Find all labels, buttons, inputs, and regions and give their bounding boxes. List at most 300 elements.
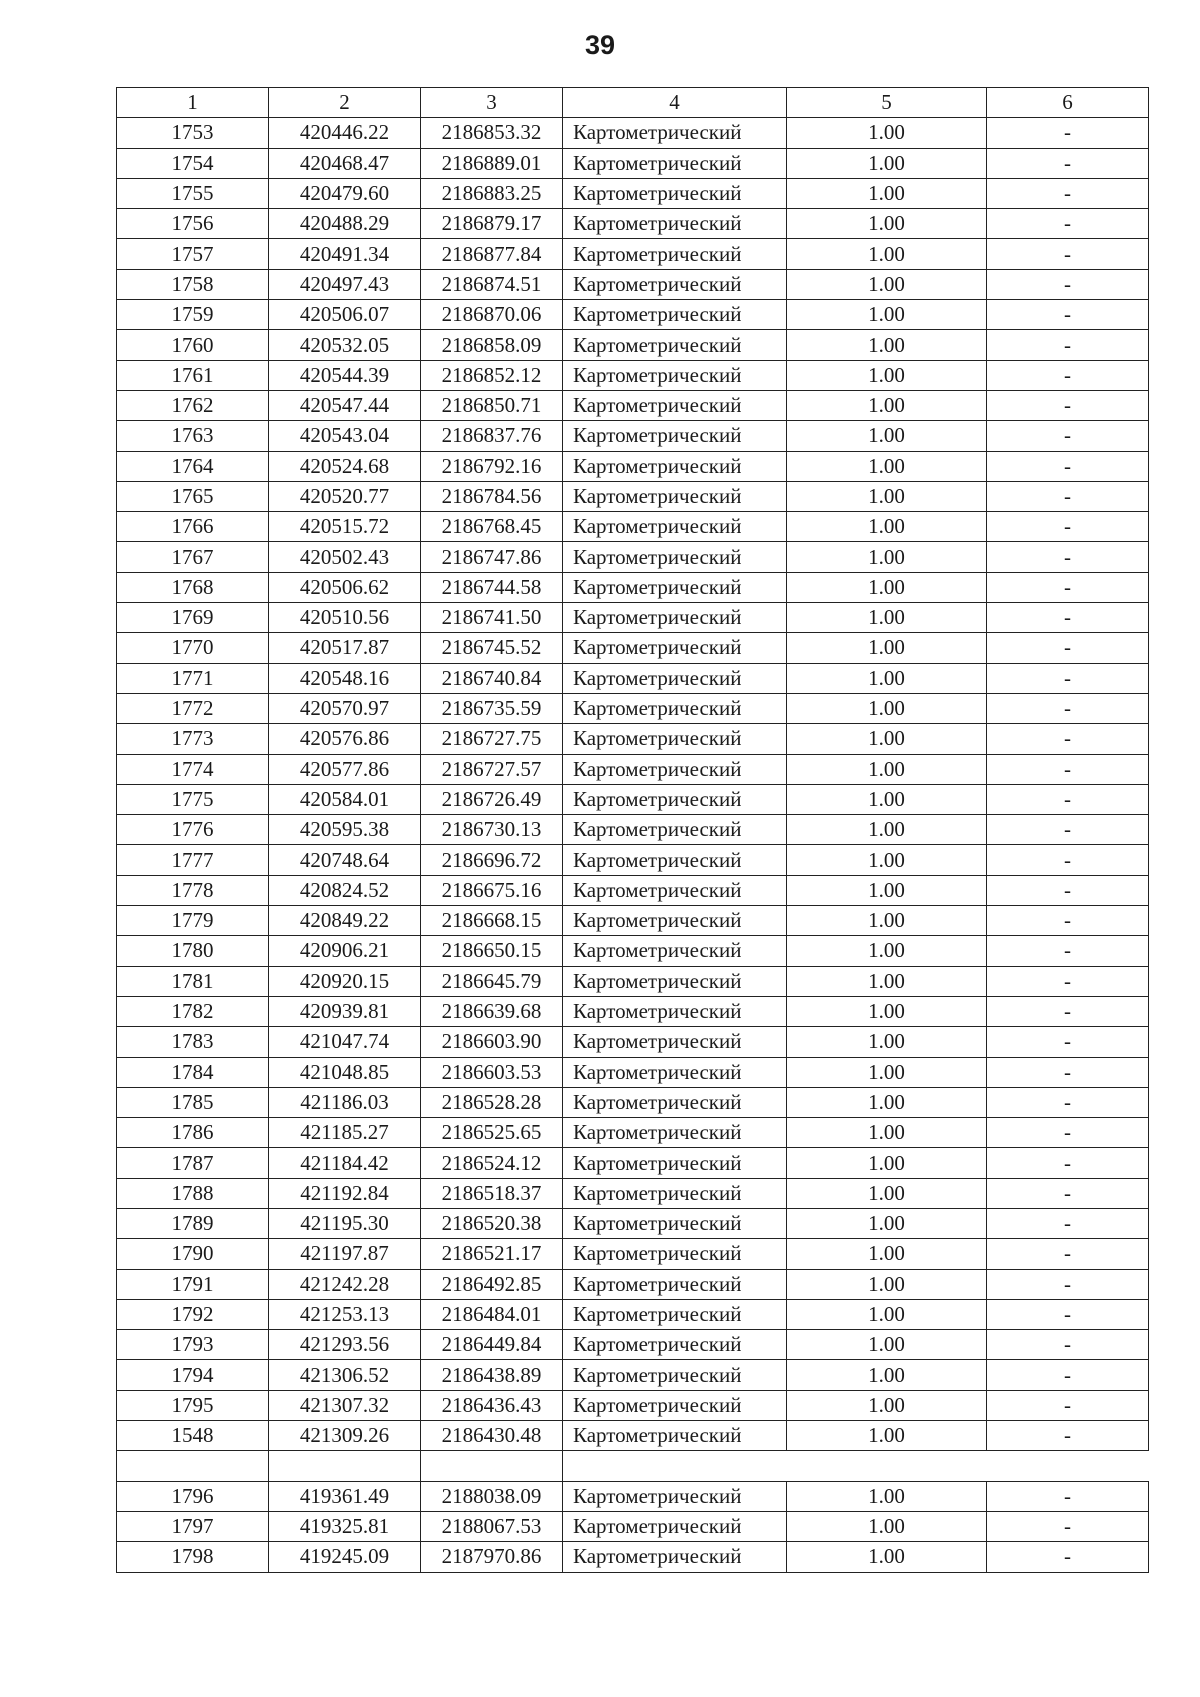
- y-coordinate-cell: 2186645.79: [421, 966, 563, 996]
- note-cell: -: [987, 1299, 1149, 1329]
- accuracy-cell: 1.00: [787, 633, 987, 663]
- method-cell: Картометрический: [563, 512, 787, 542]
- note-cell: -: [987, 542, 1149, 572]
- point-number-cell: 1796: [117, 1481, 269, 1511]
- table-row: [117, 693, 1149, 723]
- y-coordinate-cell: 2186883.25: [421, 178, 563, 208]
- accuracy-cell: 1.00: [787, 269, 987, 299]
- point-number-cell: 1798: [117, 1542, 269, 1572]
- y-coordinate-cell: 2186436.43: [421, 1390, 563, 1420]
- table-row: [117, 1027, 1149, 1057]
- note-cell: -: [987, 1027, 1149, 1057]
- note-cell: -: [987, 421, 1149, 451]
- table-row: [117, 724, 1149, 754]
- accuracy-cell: 1.00: [787, 1208, 987, 1238]
- note-cell: -: [987, 481, 1149, 511]
- x-coordinate-cell: 421185.27: [269, 1118, 421, 1148]
- accuracy-cell: 1.00: [787, 784, 987, 814]
- method-cell: Картометрический: [563, 118, 787, 148]
- y-coordinate-cell: 2186784.56: [421, 481, 563, 511]
- method-cell: Картометрический: [563, 481, 787, 511]
- note-cell: -: [987, 1542, 1149, 1572]
- x-coordinate-cell: 420506.62: [269, 572, 421, 602]
- point-number-cell: 1783: [117, 1027, 269, 1057]
- table-row: [117, 178, 1149, 208]
- x-coordinate-cell: 420502.43: [269, 542, 421, 572]
- note-cell: -: [987, 966, 1149, 996]
- accuracy-cell: 1.00: [787, 1269, 987, 1299]
- method-cell: Картометрический: [563, 572, 787, 602]
- x-coordinate-cell: 421192.84: [269, 1178, 421, 1208]
- table-row: [117, 330, 1149, 360]
- table-row: [117, 754, 1149, 784]
- header-cell: 5: [787, 88, 987, 118]
- table-row: [117, 1481, 1149, 1511]
- y-coordinate-cell: 2188067.53: [421, 1511, 563, 1541]
- method-cell: Картометрический: [563, 451, 787, 481]
- y-coordinate-cell: 2186528.28: [421, 1087, 563, 1117]
- note-cell: -: [987, 1208, 1149, 1238]
- x-coordinate-cell: 421306.52: [269, 1360, 421, 1390]
- method-cell: Картометрический: [563, 1390, 787, 1420]
- y-coordinate-cell: 2187970.86: [421, 1542, 563, 1572]
- x-coordinate-cell: 420595.38: [269, 815, 421, 845]
- y-coordinate-cell: 2186747.86: [421, 542, 563, 572]
- y-coordinate-cell: 2186675.16: [421, 875, 563, 905]
- x-coordinate-cell: 420570.97: [269, 693, 421, 723]
- x-coordinate-cell: 420479.60: [269, 178, 421, 208]
- note-cell: -: [987, 996, 1149, 1026]
- point-number-cell: 1759: [117, 300, 269, 330]
- note-cell: -: [987, 1178, 1149, 1208]
- method-cell: Картометрический: [563, 1118, 787, 1148]
- point-number-cell: 1782: [117, 996, 269, 1026]
- accuracy-cell: 1.00: [787, 1057, 987, 1087]
- x-coordinate-cell: 419245.09: [269, 1542, 421, 1572]
- coordinates-table-body: [117, 88, 1149, 1573]
- method-cell: Картометрический: [563, 239, 787, 269]
- method-cell: Картометрический: [563, 754, 787, 784]
- point-number-cell: 1754: [117, 148, 269, 178]
- y-coordinate-cell: 2186727.75: [421, 724, 563, 754]
- accuracy-cell: 1.00: [787, 1421, 987, 1451]
- method-cell: Картометрический: [563, 1239, 787, 1269]
- header-cell: 4: [563, 88, 787, 118]
- x-coordinate-cell: 420517.87: [269, 633, 421, 663]
- x-coordinate-cell: 420446.22: [269, 118, 421, 148]
- accuracy-cell: 1.00: [787, 1148, 987, 1178]
- header-cell: 6: [987, 88, 1149, 118]
- point-number-cell: 1785: [117, 1087, 269, 1117]
- note-cell: -: [987, 451, 1149, 481]
- point-number-cell: 1772: [117, 693, 269, 723]
- table-row: [117, 481, 1149, 511]
- method-cell: Картометрический: [563, 1481, 787, 1511]
- table-row: [117, 1299, 1149, 1329]
- y-coordinate-cell: 2186745.52: [421, 633, 563, 663]
- table-row: [117, 1239, 1149, 1269]
- y-coordinate-cell: 2186850.71: [421, 390, 563, 420]
- table-row: [117, 845, 1149, 875]
- method-cell: Картометрический: [563, 845, 787, 875]
- accuracy-cell: 1.00: [787, 178, 987, 208]
- method-cell: Картометрический: [563, 1542, 787, 1572]
- y-coordinate-cell: 2186603.53: [421, 1057, 563, 1087]
- table-row: [117, 512, 1149, 542]
- method-cell: Картометрический: [563, 603, 787, 633]
- table-row: [117, 269, 1149, 299]
- table-row: [117, 209, 1149, 239]
- table-row: [117, 966, 1149, 996]
- accuracy-cell: 1.00: [787, 996, 987, 1026]
- x-coordinate-cell: 421293.56: [269, 1330, 421, 1360]
- y-coordinate-cell: 2186650.15: [421, 936, 563, 966]
- point-number-cell: 1761: [117, 360, 269, 390]
- x-coordinate-cell: 420497.43: [269, 269, 421, 299]
- method-cell: Картометрический: [563, 1148, 787, 1178]
- method-cell: Картометрический: [563, 148, 787, 178]
- method-cell: Картометрический: [563, 693, 787, 723]
- point-number-cell: 1779: [117, 906, 269, 936]
- method-cell: Картометрический: [563, 330, 787, 360]
- method-cell: Картометрический: [563, 542, 787, 572]
- accuracy-cell: 1.00: [787, 815, 987, 845]
- table-row: [117, 572, 1149, 602]
- accuracy-cell: 1.00: [787, 693, 987, 723]
- x-coordinate-cell: 420468.47: [269, 148, 421, 178]
- y-coordinate-cell: 2186484.01: [421, 1299, 563, 1329]
- point-number-cell: 1774: [117, 754, 269, 784]
- y-coordinate-cell: 2186735.59: [421, 693, 563, 723]
- accuracy-cell: 1.00: [787, 481, 987, 511]
- x-coordinate-cell: 420548.16: [269, 663, 421, 693]
- method-cell: Картометрический: [563, 421, 787, 451]
- table-row: [117, 300, 1149, 330]
- table-row: [117, 936, 1149, 966]
- point-number-cell: 1775: [117, 784, 269, 814]
- method-cell: Картометрический: [563, 1299, 787, 1329]
- point-number-cell: 1781: [117, 966, 269, 996]
- y-coordinate-cell: 2186877.84: [421, 239, 563, 269]
- accuracy-cell: 1.00: [787, 1390, 987, 1420]
- method-cell: Картометрический: [563, 1511, 787, 1541]
- y-coordinate-cell: 2186792.16: [421, 451, 563, 481]
- x-coordinate-cell: 420488.29: [269, 209, 421, 239]
- point-number-cell: 1764: [117, 451, 269, 481]
- note-cell: -: [987, 1148, 1149, 1178]
- table-row: [117, 1542, 1149, 1572]
- table-row: [117, 451, 1149, 481]
- point-number-cell: 1763: [117, 421, 269, 451]
- point-number-cell: 1755: [117, 178, 269, 208]
- note-cell: -: [987, 1239, 1149, 1269]
- method-cell: Картометрический: [563, 1208, 787, 1238]
- method-cell: Картометрический: [563, 300, 787, 330]
- note-cell: -: [987, 784, 1149, 814]
- accuracy-cell: 1.00: [787, 572, 987, 602]
- x-coordinate-cell: 421307.32: [269, 1390, 421, 1420]
- note-cell: -: [987, 693, 1149, 723]
- point-number-cell: 1766: [117, 512, 269, 542]
- accuracy-cell: 1.00: [787, 451, 987, 481]
- point-number-cell: 1786: [117, 1118, 269, 1148]
- x-coordinate-cell: 421186.03: [269, 1087, 421, 1117]
- accuracy-cell: 1.00: [787, 512, 987, 542]
- note-cell: -: [987, 178, 1149, 208]
- y-coordinate-cell: 2186730.13: [421, 815, 563, 845]
- accuracy-cell: 1.00: [787, 1239, 987, 1269]
- note-cell: -: [987, 1390, 1149, 1420]
- accuracy-cell: 1.00: [787, 1118, 987, 1148]
- note-cell: -: [987, 1057, 1149, 1087]
- method-cell: Картометрический: [563, 663, 787, 693]
- x-coordinate-cell: 419361.49: [269, 1481, 421, 1511]
- x-coordinate-cell: 421253.13: [269, 1299, 421, 1329]
- y-coordinate-cell: 2186521.17: [421, 1239, 563, 1269]
- table-row: [117, 421, 1149, 451]
- y-coordinate-cell: 2186853.32: [421, 118, 563, 148]
- y-coordinate-cell: 2186520.38: [421, 1208, 563, 1238]
- note-cell: -: [987, 1118, 1149, 1148]
- accuracy-cell: 1.00: [787, 906, 987, 936]
- x-coordinate-cell: 421309.26: [269, 1421, 421, 1451]
- y-coordinate-cell: 2186525.65: [421, 1118, 563, 1148]
- table-row: [117, 390, 1149, 420]
- header-cell: 2: [269, 88, 421, 118]
- y-coordinate-cell: 2186740.84: [421, 663, 563, 693]
- point-number-cell: 1795: [117, 1390, 269, 1420]
- method-cell: Картометрический: [563, 1057, 787, 1087]
- accuracy-cell: 1.00: [787, 1481, 987, 1511]
- x-coordinate-cell: 420576.86: [269, 724, 421, 754]
- note-cell: -: [987, 1269, 1149, 1299]
- method-cell: Картометрический: [563, 1421, 787, 1451]
- point-number-cell: 1791: [117, 1269, 269, 1299]
- empty-cell: [787, 1451, 987, 1481]
- y-coordinate-cell: 2186874.51: [421, 269, 563, 299]
- note-cell: -: [987, 572, 1149, 602]
- table-row: [117, 1148, 1149, 1178]
- point-number-cell: 1780: [117, 936, 269, 966]
- y-coordinate-cell: 2186524.12: [421, 1148, 563, 1178]
- point-number-cell: 1757: [117, 239, 269, 269]
- y-coordinate-cell: 2186449.84: [421, 1330, 563, 1360]
- accuracy-cell: 1.00: [787, 360, 987, 390]
- page-number: 39: [584, 30, 616, 60]
- accuracy-cell: 1.00: [787, 724, 987, 754]
- note-cell: -: [987, 936, 1149, 966]
- method-cell: Картометрический: [563, 178, 787, 208]
- accuracy-cell: 1.00: [787, 754, 987, 784]
- point-number-cell: 1793: [117, 1330, 269, 1360]
- x-coordinate-cell: 420748.64: [269, 845, 421, 875]
- note-cell: -: [987, 512, 1149, 542]
- method-cell: Картометрический: [563, 875, 787, 905]
- point-number-cell: 1758: [117, 269, 269, 299]
- y-coordinate-cell: 2186879.17: [421, 209, 563, 239]
- note-cell: -: [987, 633, 1149, 663]
- y-coordinate-cell: 2186430.48: [421, 1421, 563, 1451]
- method-cell: Картометрический: [563, 633, 787, 663]
- x-coordinate-cell: 420547.44: [269, 390, 421, 420]
- note-cell: -: [987, 209, 1149, 239]
- point-number-cell: 1778: [117, 875, 269, 905]
- table-row: [117, 1269, 1149, 1299]
- point-number-cell: 1756: [117, 209, 269, 239]
- x-coordinate-cell: 420906.21: [269, 936, 421, 966]
- point-number-cell: 1790: [117, 1239, 269, 1269]
- note-cell: -: [987, 390, 1149, 420]
- point-number-cell: 1787: [117, 1148, 269, 1178]
- table-row: [117, 1208, 1149, 1238]
- table-row: [117, 1390, 1149, 1420]
- y-coordinate-cell: 2186858.09: [421, 330, 563, 360]
- note-cell: -: [987, 330, 1149, 360]
- y-coordinate-cell: 2186889.01: [421, 148, 563, 178]
- empty-cell: [987, 1451, 1149, 1481]
- note-cell: -: [987, 1087, 1149, 1117]
- accuracy-cell: 1.00: [787, 118, 987, 148]
- point-number-cell: 1792: [117, 1299, 269, 1329]
- header-cell: 3: [421, 88, 563, 118]
- note-cell: -: [987, 845, 1149, 875]
- note-cell: -: [987, 815, 1149, 845]
- y-coordinate-cell: 2186852.12: [421, 360, 563, 390]
- method-cell: Картометрический: [563, 906, 787, 936]
- point-number-cell: 1777: [117, 845, 269, 875]
- method-cell: Картометрический: [563, 360, 787, 390]
- y-coordinate-cell: 2186696.72: [421, 845, 563, 875]
- table-row: [117, 875, 1149, 905]
- note-cell: -: [987, 1421, 1149, 1451]
- table-row: [117, 148, 1149, 178]
- x-coordinate-cell: 421184.42: [269, 1148, 421, 1178]
- y-coordinate-cell: 2186870.06: [421, 300, 563, 330]
- y-coordinate-cell: 2186668.15: [421, 906, 563, 936]
- accuracy-cell: 1.00: [787, 148, 987, 178]
- y-coordinate-cell: 2186837.76: [421, 421, 563, 451]
- accuracy-cell: 1.00: [787, 1330, 987, 1360]
- y-coordinate-cell: 2186727.57: [421, 754, 563, 784]
- table-row: [117, 784, 1149, 814]
- x-coordinate-cell: 420515.72: [269, 512, 421, 542]
- x-coordinate-cell: 420532.05: [269, 330, 421, 360]
- y-coordinate-cell: 2186603.90: [421, 1027, 563, 1057]
- point-number-cell: 1797: [117, 1511, 269, 1541]
- note-cell: -: [987, 906, 1149, 936]
- y-coordinate-cell: 2186438.89: [421, 1360, 563, 1390]
- accuracy-cell: 1.00: [787, 1360, 987, 1390]
- y-coordinate-cell: 2188038.09: [421, 1481, 563, 1511]
- note-cell: -: [987, 663, 1149, 693]
- table-row: [117, 1087, 1149, 1117]
- method-cell: Картометрический: [563, 269, 787, 299]
- table-row: [117, 239, 1149, 269]
- table-row: [117, 1330, 1149, 1360]
- point-number-cell: 1770: [117, 633, 269, 663]
- y-coordinate-cell: 2186518.37: [421, 1178, 563, 1208]
- accuracy-cell: 1.00: [787, 936, 987, 966]
- x-coordinate-cell: 421197.87: [269, 1239, 421, 1269]
- table-row: [117, 360, 1149, 390]
- point-number-cell: 1788: [117, 1178, 269, 1208]
- point-number-cell: 1773: [117, 724, 269, 754]
- point-number-cell: 1753: [117, 118, 269, 148]
- accuracy-cell: 1.00: [787, 330, 987, 360]
- x-coordinate-cell: 420510.56: [269, 603, 421, 633]
- separator-row: [117, 1451, 1149, 1481]
- note-cell: -: [987, 1481, 1149, 1511]
- x-coordinate-cell: 420920.15: [269, 966, 421, 996]
- note-cell: -: [987, 1360, 1149, 1390]
- table-row: [117, 1118, 1149, 1148]
- note-cell: -: [987, 754, 1149, 784]
- accuracy-cell: 1.00: [787, 1511, 987, 1541]
- table-row: [117, 1360, 1149, 1390]
- accuracy-cell: 1.00: [787, 542, 987, 572]
- table-row: [117, 1057, 1149, 1087]
- method-cell: Картометрический: [563, 966, 787, 996]
- point-number-cell: 1767: [117, 542, 269, 572]
- x-coordinate-cell: 420849.22: [269, 906, 421, 936]
- point-number-cell: 1760: [117, 330, 269, 360]
- point-number-cell: 1771: [117, 663, 269, 693]
- accuracy-cell: 1.00: [787, 209, 987, 239]
- x-coordinate-cell: 421048.85: [269, 1057, 421, 1087]
- point-number-cell: 1769: [117, 603, 269, 633]
- x-coordinate-cell: 420506.07: [269, 300, 421, 330]
- x-coordinate-cell: 420543.04: [269, 421, 421, 451]
- note-cell: -: [987, 118, 1149, 148]
- table-row: [117, 633, 1149, 663]
- point-number-cell: 1784: [117, 1057, 269, 1087]
- x-coordinate-cell: 420824.52: [269, 875, 421, 905]
- note-cell: -: [987, 875, 1149, 905]
- x-coordinate-cell: 421047.74: [269, 1027, 421, 1057]
- table-row: [117, 663, 1149, 693]
- method-cell: Картометрический: [563, 1087, 787, 1117]
- table-row: [117, 1421, 1149, 1451]
- method-cell: Картометрический: [563, 209, 787, 239]
- x-coordinate-cell: 420939.81: [269, 996, 421, 1026]
- header-cell: 1: [117, 88, 269, 118]
- empty-cell: [421, 1451, 563, 1481]
- point-number-cell: 1765: [117, 481, 269, 511]
- accuracy-cell: 1.00: [787, 1027, 987, 1057]
- accuracy-cell: 1.00: [787, 1542, 987, 1572]
- y-coordinate-cell: 2186768.45: [421, 512, 563, 542]
- point-number-cell: 1768: [117, 572, 269, 602]
- accuracy-cell: 1.00: [787, 966, 987, 996]
- table-row: [117, 118, 1149, 148]
- method-cell: Картометрический: [563, 724, 787, 754]
- note-cell: -: [987, 603, 1149, 633]
- method-cell: Картометрический: [563, 936, 787, 966]
- point-number-cell: 1794: [117, 1360, 269, 1390]
- method-cell: Картометрический: [563, 784, 787, 814]
- empty-cell: [117, 1451, 269, 1481]
- table-row: [117, 542, 1149, 572]
- table-row: [117, 603, 1149, 633]
- x-coordinate-cell: 421195.30: [269, 1208, 421, 1238]
- table-row: [117, 1511, 1149, 1541]
- y-coordinate-cell: 2186492.85: [421, 1269, 563, 1299]
- table-row: [117, 996, 1149, 1026]
- x-coordinate-cell: 420520.77: [269, 481, 421, 511]
- method-cell: Картометрический: [563, 390, 787, 420]
- accuracy-cell: 1.00: [787, 421, 987, 451]
- note-cell: -: [987, 300, 1149, 330]
